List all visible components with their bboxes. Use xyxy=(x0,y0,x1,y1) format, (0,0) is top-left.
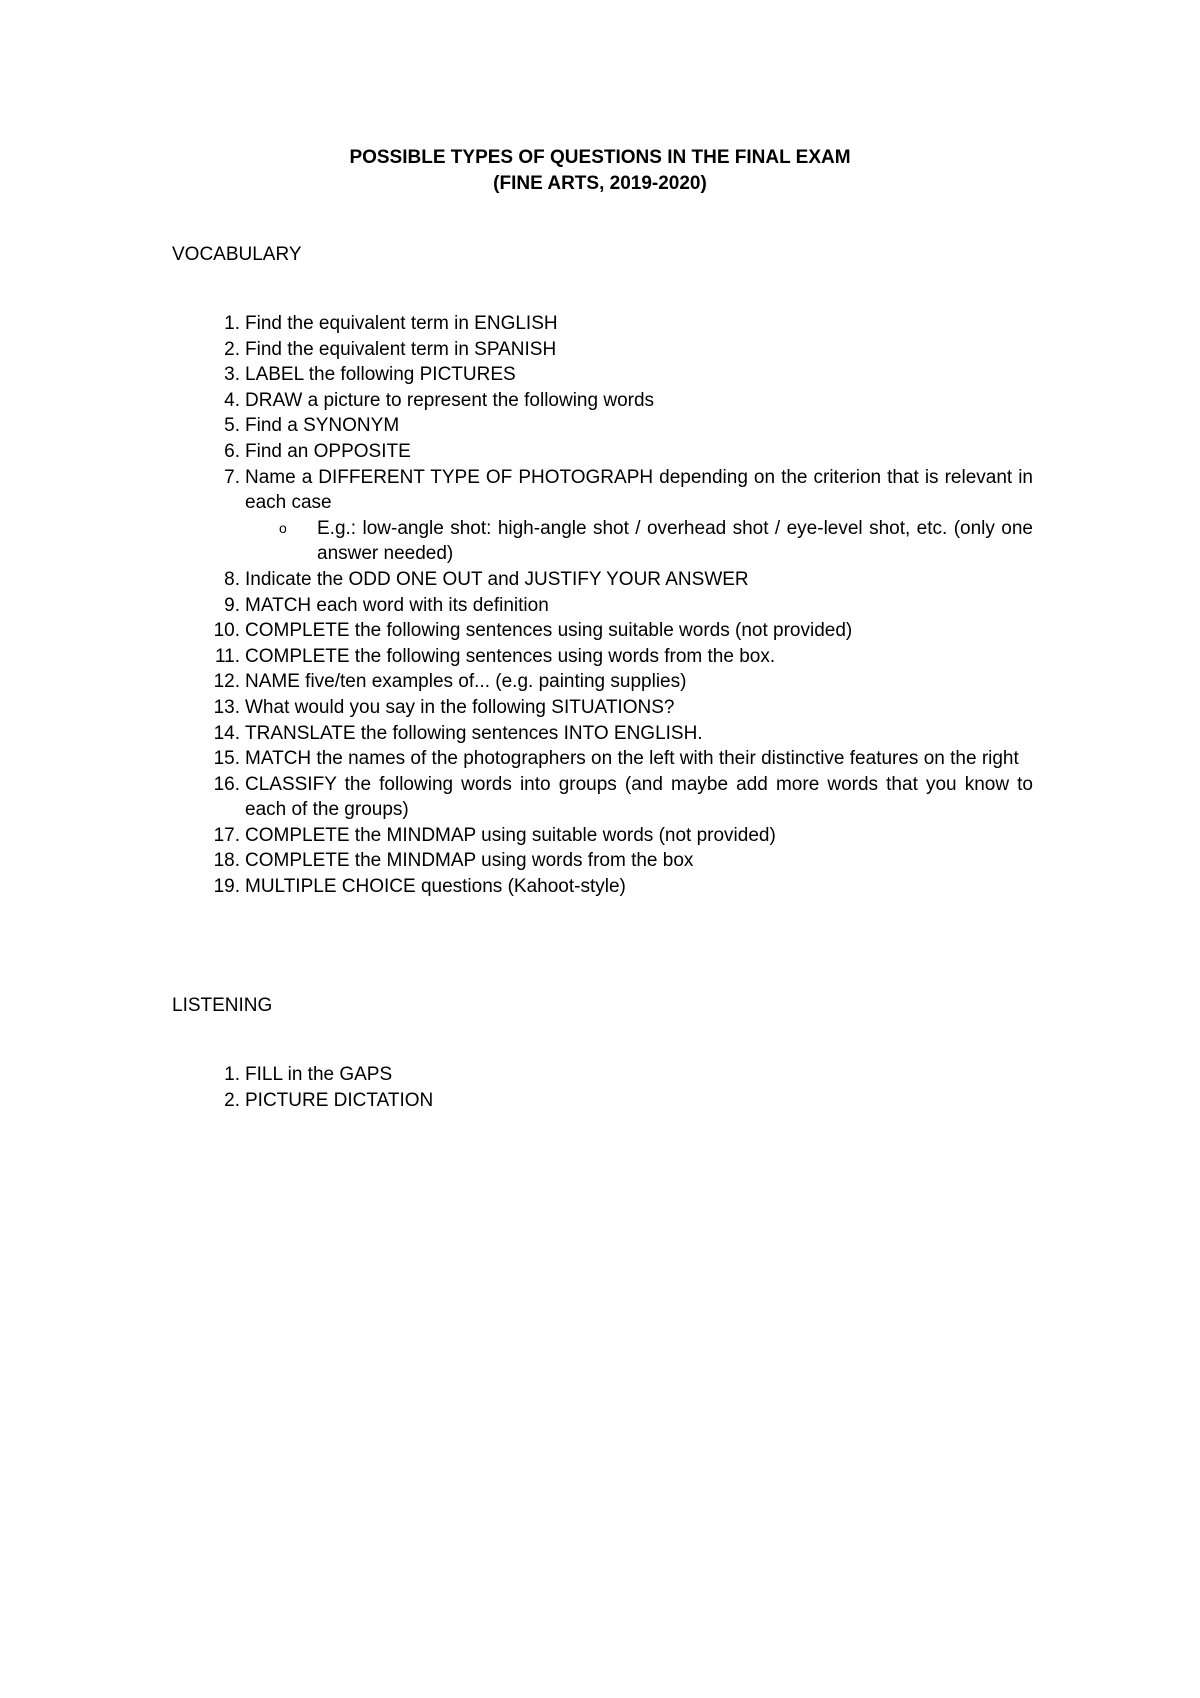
example-sub-item xyxy=(245,516,1033,567)
item-text: COMPLETE the MINDMAP using words from the box xyxy=(245,850,694,872)
item-text: NAME five/ten examples of... (e.g. painting supplies) xyxy=(245,671,687,693)
item-text: Find an OPPOSITE xyxy=(245,440,411,462)
item-text: LABEL the following PICTURES xyxy=(245,364,516,386)
item-number: 10. xyxy=(213,620,240,642)
list-item xyxy=(0,669,1033,695)
list-item xyxy=(0,874,1033,900)
item-text: MATCH the names of the photographers on the left with their distinctive features on the right xyxy=(245,748,1019,770)
list-item xyxy=(0,1088,1033,1114)
item-number: 16. xyxy=(213,773,240,795)
item-number: 18. xyxy=(213,850,240,872)
item-text: DRAW a picture to represent the following words xyxy=(245,389,655,411)
item-number: 11. xyxy=(214,645,240,667)
list-item xyxy=(0,439,1033,465)
list-item xyxy=(0,772,1033,823)
list-item xyxy=(0,721,1033,747)
item-text: COMPLETE the following sentences using suitable words (not provided) xyxy=(245,620,853,642)
listening-list xyxy=(0,1062,1033,1113)
item-text: COMPLETE the MINDMAP using suitable words (not provided) xyxy=(245,824,776,846)
item-text: Find the equivalent term in ENGLISH xyxy=(245,313,558,334)
item-number: 2. xyxy=(224,338,240,360)
item-text: Find a SYNONYM xyxy=(245,415,400,437)
list-item xyxy=(0,388,1033,414)
vocabulary-list xyxy=(0,311,1033,900)
list-item xyxy=(0,1062,1033,1088)
list-item xyxy=(0,362,1033,388)
list-item xyxy=(0,465,1033,567)
item-text: Indicate the ODD ONE OUT and JUSTIFY YOUR ANSWER xyxy=(245,568,749,590)
item-number: 1. xyxy=(224,1064,240,1085)
item-number: 3. xyxy=(224,364,240,386)
item-number: 15. xyxy=(213,748,240,770)
document-title: POSSIBLE TYPES OF QUESTIONS IN THE FINAL EXAM xyxy=(349,147,851,168)
circle-bullet-icon: o xyxy=(279,519,287,536)
list-item xyxy=(0,848,1033,874)
sub-item-text: E.g.: low-angle shot: high-angle shot / overhead shot / eye-level shot, etc. (only one answer needed) xyxy=(317,517,1033,565)
item-text: FILL in the GAPS xyxy=(245,1064,393,1085)
list-item xyxy=(0,695,1033,721)
listening-heading: LISTENING xyxy=(172,995,273,1016)
list-item xyxy=(0,593,1033,619)
item-number: 1. xyxy=(224,313,240,334)
item-number: 19. xyxy=(213,876,240,898)
item-number: 14. xyxy=(213,722,240,744)
item-text: MATCH each word with its definition xyxy=(245,594,549,616)
item-number: 4. xyxy=(224,389,240,411)
item-text: What would you say in the following SITUATIONS? xyxy=(245,696,675,718)
item-number: 6. xyxy=(224,440,240,462)
item-number: 17. xyxy=(213,824,240,846)
item-text: CLASSIFY the following words into groups (and maybe add more words that you know to each of the groups) xyxy=(245,773,1033,821)
item-text: Find the equivalent term in SPANISH xyxy=(245,338,557,360)
list-item xyxy=(0,337,1033,363)
vocabulary-heading: VOCABULARY xyxy=(172,244,302,265)
item-text: Name a DIFFERENT TYPE OF PHOTOGRAPH depending on the criterion that is relevant in each case xyxy=(245,466,1033,514)
item-number: 9. xyxy=(224,594,240,616)
item-number: 8. xyxy=(224,568,240,590)
list-item xyxy=(0,311,1033,337)
list-item xyxy=(0,413,1033,439)
item-number: 13. xyxy=(213,696,240,718)
item-text: PICTURE DICTATION xyxy=(245,1089,434,1111)
item-number: 12. xyxy=(213,671,240,693)
document-subtitle: (FINE ARTS, 2019-2020) xyxy=(493,173,707,194)
item-text: MULTIPLE CHOICE questions (Kahoot-style) xyxy=(245,876,626,898)
list-item xyxy=(0,618,1033,644)
list-item xyxy=(0,567,1033,593)
list-item xyxy=(0,644,1033,670)
item-text: TRANSLATE the following sentences INTO ENGLISH. xyxy=(245,722,703,744)
item-text: COMPLETE the following sentences using words from the box. xyxy=(245,645,776,667)
item-number: 5. xyxy=(224,415,240,437)
list-item xyxy=(0,823,1033,849)
item-number: 2. xyxy=(224,1089,240,1111)
item-number: 7. xyxy=(224,466,240,488)
list-item xyxy=(0,746,1033,772)
